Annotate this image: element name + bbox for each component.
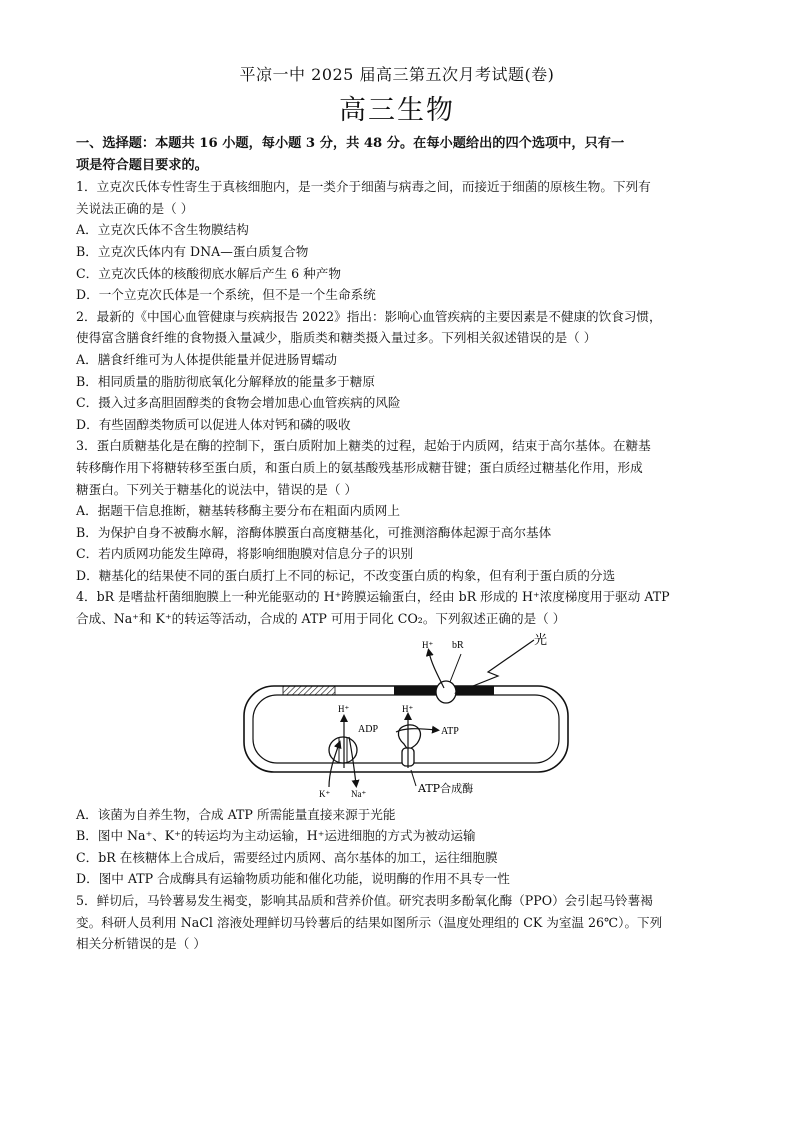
atp-label: ATP (441, 725, 459, 737)
exam-title: 平凉一中 2025 届高三第五次月考试题(卷) (239, 65, 555, 84)
q3-option-b: B．为保护自身不被酶水解，溶酶体膜蛋白高度糖基化，可推测溶酶体起源于高尔基体 (76, 524, 552, 540)
q4-option-b: B．图中 Na⁺、K⁺的转运均为主动运输，H⁺运进细胞的方式为被动运输 (76, 828, 476, 844)
q5-stem-line1: 5．鲜切后，马铃薯易发生褐变，影响其品质和营养价值。研究表明多酚氧化酶（PPO）会引起马铃薯褐 (76, 893, 653, 909)
h-mid-label: H⁺ (402, 703, 414, 714)
subject-title: 高三生物 (339, 95, 455, 126)
q2-option-b: B．相同质量的脂肪彻底氧化分解释放的能量多于糖原 (76, 373, 375, 389)
k-label: K⁺ (319, 788, 331, 799)
section-heading-line2: 项是符合题目要求的。 (76, 157, 208, 173)
q2-stem-line1: 2．最新的《中国心血管健康与疾病报告 2022》指出：影响心血管疾病的主要因素是不健康的饮食习惯， (76, 308, 662, 324)
adp-label: ADP (358, 723, 379, 735)
q2-stem-line2: 使得富含膳食纤维的食物摄入量减少，脂质类和糖类摄入量过多。下列相关叙述错误的是（ ） (76, 330, 597, 346)
light-arrow (458, 640, 534, 692)
q4-stem-line2: 合成、Na⁺和 K⁺的转运等活动，合成的 ATP 可用于同化 CO₂。下列叙述正确的是（ ） (76, 611, 566, 627)
q1-stem-line2: 关说法正确的是（ ） (76, 200, 194, 216)
h-top-label: H⁺ (422, 639, 434, 650)
q2-option-a: A．膳食纤维可为人体提供能量并促进肠胃蠕动 (76, 351, 337, 367)
synthase-label: ATP合成酶 (418, 781, 474, 795)
br-protein (436, 681, 456, 703)
q1-option-a: A．立克次氏体不含生物膜结构 (76, 222, 249, 238)
q3-option-d: D．糖基化的结果使不同的蛋白质打上不同的标记，不改变蛋白质的构象，但有利于蛋白质的分选 (76, 567, 616, 583)
na-label: Na⁺ (351, 788, 367, 799)
q5-stem-line3: 相关分析错误的是（ ） (76, 936, 206, 952)
br-label: bR (452, 639, 464, 651)
q1-option-c: C．立克次氏体的核酸彻底水解后产生 6 种产物 (76, 265, 341, 281)
membrane-diagram-svg (236, 632, 576, 800)
q1-option-d: D．一个立克次氏体是一个系统，但不是一个生命系统 (76, 287, 376, 303)
q3-stem-line3: 糖蛋白。下列关于糖基化的说法中，错误的是（ ） (76, 481, 358, 497)
q1-option-b: B．立克次氏体内有 DNA—蛋白质复合物 (76, 243, 309, 259)
q2-option-c: C．摄入过多高胆固醇类的食物会增加患心血管疾病的风险 (76, 395, 401, 411)
exam-content (76, 133, 716, 955)
q3-stem-line2: 转移酶作用下将糖转移至蛋白质，和蛋白质上的氨基酸残基形成糖苷键；蛋白质经过糖基化作用，形成 (76, 459, 643, 475)
q4-option-c: C．bR 在核糖体上合成后，需要经过内质网、高尔基体的加工，运往细胞膜 (76, 849, 498, 865)
q5-stem-line2: 变。科研人员利用 NaCl 溶液处理鲜切马铃薯后的结果如图所示（温度处理组的 CK 为室温 26℃）。下列 (76, 914, 663, 930)
h-out-arrow (429, 652, 444, 688)
q4-option-a: A．该菌为自养生物，合成 ATP 所需能量直接来源于光能 (76, 806, 396, 822)
bacteria-membrane-diagram (76, 632, 716, 800)
q4-stem-line1: 4．bR 是嗜盐杆菌细胞膜上一种光能驱动的 H⁺跨膜运输蛋白，经由 bR 形成的 H⁺浓度梯度用于驱动 ATP (76, 589, 670, 605)
atp-synthase (398, 725, 420, 766)
q1-stem-line1: 1．立克次氏体专性寄生于真核细胞内，是一类介于细菌与病毒之间，而接近于细菌的原核生物。下列有 (76, 179, 651, 195)
q4-option-d: D．图中 ATP 合成酶具有运输物质功能和催化功能，说明酶的作用不具专一性 (76, 871, 510, 887)
q3-option-a: A．据题干信息推断，糖基转移酶主要分布在粗面内质网上 (76, 503, 400, 519)
h-left-label: H⁺ (338, 703, 350, 714)
q3-stem-line1: 3．蛋白质糖基化是在酶的控制下，蛋白质附加上糖类的过程，起始于内质网，结束于高尔基体。在糖基 (76, 438, 651, 454)
light-label: 光 (534, 632, 548, 648)
membrane-hatched-region (283, 686, 335, 695)
q2-option-d: D．有些固醇类物质可以促进人体对钙和磷的吸收 (76, 416, 351, 432)
section-heading-line1: 一、选择题：本题共 16 小题，每小题 3 分，共 48 分。在每小题给出的四个选项中，只有一 (76, 136, 625, 151)
q3-option-c: C．若内质网功能发生障碍，将影响细胞膜对信息分子的识别 (76, 546, 414, 562)
